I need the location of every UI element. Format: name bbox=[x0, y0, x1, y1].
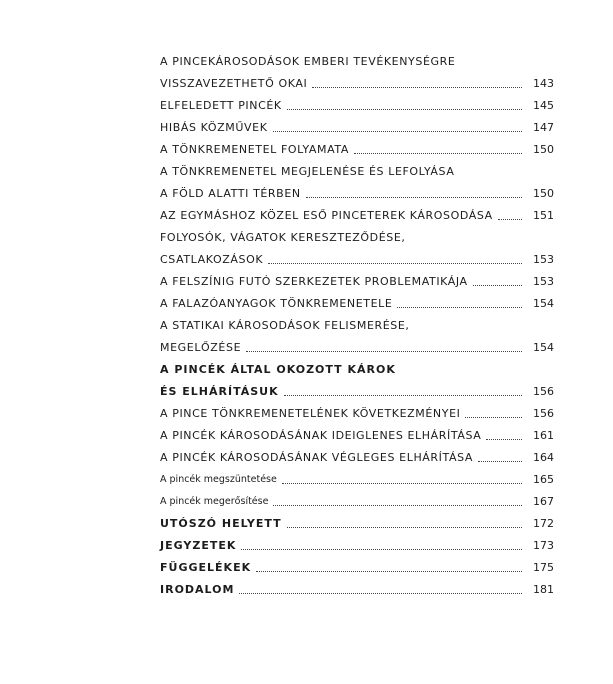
toc-entry-title: FOLYOSÓK, VÁGATOK KERESZTEZŐDÉSE, bbox=[160, 231, 406, 244]
toc-entry-page: 181 bbox=[533, 583, 554, 596]
toc-entry-heading bbox=[160, 311, 554, 333]
toc-entry[interactable] bbox=[160, 443, 554, 465]
toc-entry-title: UTÓSZÓ HELYETT bbox=[160, 517, 282, 530]
toc-subentry[interactable] bbox=[160, 465, 554, 487]
toc-entry-page: 161 bbox=[533, 429, 554, 442]
toc-entry-page: 147 bbox=[533, 121, 554, 134]
toc-entry-title: A PINCÉK KÁROSODÁSÁNAK IDEIGLENES ELHÁRÍTÁSA bbox=[160, 429, 482, 442]
toc-entry[interactable] bbox=[160, 201, 554, 223]
toc-entry-heading bbox=[160, 47, 554, 69]
dot-leader bbox=[241, 548, 522, 550]
dot-leader bbox=[486, 438, 522, 440]
toc-entry-title: AZ EGYMÁSHOZ KÖZEL ESŐ PINCETEREK KÁROSODÁSA bbox=[160, 209, 493, 222]
dot-leader bbox=[312, 86, 522, 88]
toc-chapter-entry[interactable] bbox=[160, 553, 554, 575]
toc-entry-title: A PINCÉK KÁROSODÁSÁNAK VÉGLEGES ELHÁRÍTÁSA bbox=[160, 451, 474, 464]
table-of-contents bbox=[160, 47, 554, 597]
dot-leader bbox=[354, 152, 522, 154]
toc-entry-title: VISSZAVEZETHETŐ OKAI bbox=[160, 77, 308, 90]
toc-chapter-entry[interactable] bbox=[160, 509, 554, 531]
toc-entry-title: A pincék megerősítése bbox=[160, 496, 269, 507]
toc-entry-title: A TÖNKREMENETEL MEGJELENÉSE ÉS LEFOLYÁSA bbox=[160, 165, 455, 178]
toc-entry-title: IRODALOM bbox=[160, 583, 235, 596]
toc-entry-title: ÉS ELHÁRÍTÁSUK bbox=[160, 385, 279, 398]
toc-entry[interactable] bbox=[160, 289, 554, 311]
toc-entry-title: A FELSZÍNIG FUTÓ SZERKEZETEK PROBLEMATIKÁJA bbox=[160, 275, 468, 288]
toc-entry[interactable] bbox=[160, 245, 554, 267]
toc-entry[interactable] bbox=[160, 179, 554, 201]
toc-entry-title: A pincék megszüntetése bbox=[160, 474, 277, 485]
toc-entry[interactable] bbox=[160, 421, 554, 443]
dot-leader bbox=[268, 262, 522, 264]
toc-entry-page: 167 bbox=[533, 495, 554, 508]
toc-entry-page: 173 bbox=[533, 539, 554, 552]
toc-entry-title: A TÖNKREMENETEL FOLYAMATA bbox=[160, 143, 349, 156]
toc-entry-page: 153 bbox=[533, 275, 554, 288]
toc-entry-page: 145 bbox=[533, 99, 554, 112]
toc-entry[interactable] bbox=[160, 267, 554, 289]
toc-entry[interactable] bbox=[160, 69, 554, 91]
toc-chapter-entry[interactable] bbox=[160, 377, 554, 399]
toc-entry-title: A FALAZÓANYAGOK TÖNKREMENETELE bbox=[160, 297, 393, 310]
toc-entry-page: 156 bbox=[533, 407, 554, 420]
toc-entry-title: HIBÁS KÖZMŰVEK bbox=[160, 121, 268, 134]
toc-entry-page: 154 bbox=[533, 341, 554, 354]
dot-leader bbox=[256, 570, 522, 572]
dot-leader bbox=[239, 592, 522, 594]
toc-entry-title: FÜGGELÉKEK bbox=[160, 561, 252, 574]
toc-entry-title: ELFELEDETT PINCÉK bbox=[160, 99, 282, 112]
dot-leader bbox=[478, 460, 522, 462]
toc-entry-page: 150 bbox=[533, 143, 554, 156]
toc-entry[interactable] bbox=[160, 113, 554, 135]
dot-leader bbox=[498, 218, 522, 220]
dot-leader bbox=[473, 284, 522, 286]
toc-entry-page: 153 bbox=[533, 253, 554, 266]
dot-leader bbox=[282, 482, 522, 484]
toc-entry-heading bbox=[160, 157, 554, 179]
toc-entry-title: A PINCEKÁROSODÁSOK EMBERI TEVÉKENYSÉGRE bbox=[160, 55, 456, 68]
dot-leader bbox=[284, 394, 522, 396]
dot-leader bbox=[306, 196, 522, 198]
toc-entry-page: 150 bbox=[533, 187, 554, 200]
toc-entry[interactable] bbox=[160, 91, 554, 113]
toc-entry[interactable] bbox=[160, 135, 554, 157]
toc-entry-page: 172 bbox=[533, 517, 554, 530]
toc-entry-title: JEGYZETEK bbox=[160, 539, 237, 552]
toc-entry-title: A PINCÉK ÁLTAL OKOZOTT KÁROK bbox=[160, 363, 396, 376]
toc-entry[interactable] bbox=[160, 333, 554, 355]
toc-entry-page: 154 bbox=[533, 297, 554, 310]
toc-entry-page: 143 bbox=[533, 77, 554, 90]
toc-entry-page: 156 bbox=[533, 385, 554, 398]
dot-leader bbox=[397, 306, 522, 308]
toc-entry[interactable] bbox=[160, 399, 554, 421]
dot-leader bbox=[246, 350, 522, 352]
toc-entry-heading bbox=[160, 223, 554, 245]
toc-entry-title: MEGELŐZÉSE bbox=[160, 341, 242, 354]
dot-leader bbox=[273, 130, 522, 132]
toc-entry-page: 151 bbox=[533, 209, 554, 222]
toc-chapter-heading bbox=[160, 355, 554, 377]
dot-leader bbox=[273, 504, 522, 506]
dot-leader bbox=[465, 416, 522, 418]
toc-entry-title: A FÖLD ALATTI TÉRBEN bbox=[160, 187, 301, 200]
toc-entry-title: CSATLAKOZÁSOK bbox=[160, 253, 264, 266]
dot-leader bbox=[287, 526, 522, 528]
toc-entry-page: 175 bbox=[533, 561, 554, 574]
toc-entry-page: 164 bbox=[533, 451, 554, 464]
dot-leader bbox=[287, 108, 522, 110]
toc-entry-title: A STATIKAI KÁROSODÁSOK FELISMERÉSE, bbox=[160, 319, 410, 332]
toc-chapter-entry[interactable] bbox=[160, 575, 554, 597]
toc-entry-title: A PINCE TÖNKREMENETELÉNEK KÖVETKEZMÉNYEI bbox=[160, 407, 461, 420]
toc-chapter-entry[interactable] bbox=[160, 531, 554, 553]
toc-entry-page: 165 bbox=[533, 473, 554, 486]
toc-subentry[interactable] bbox=[160, 487, 554, 509]
